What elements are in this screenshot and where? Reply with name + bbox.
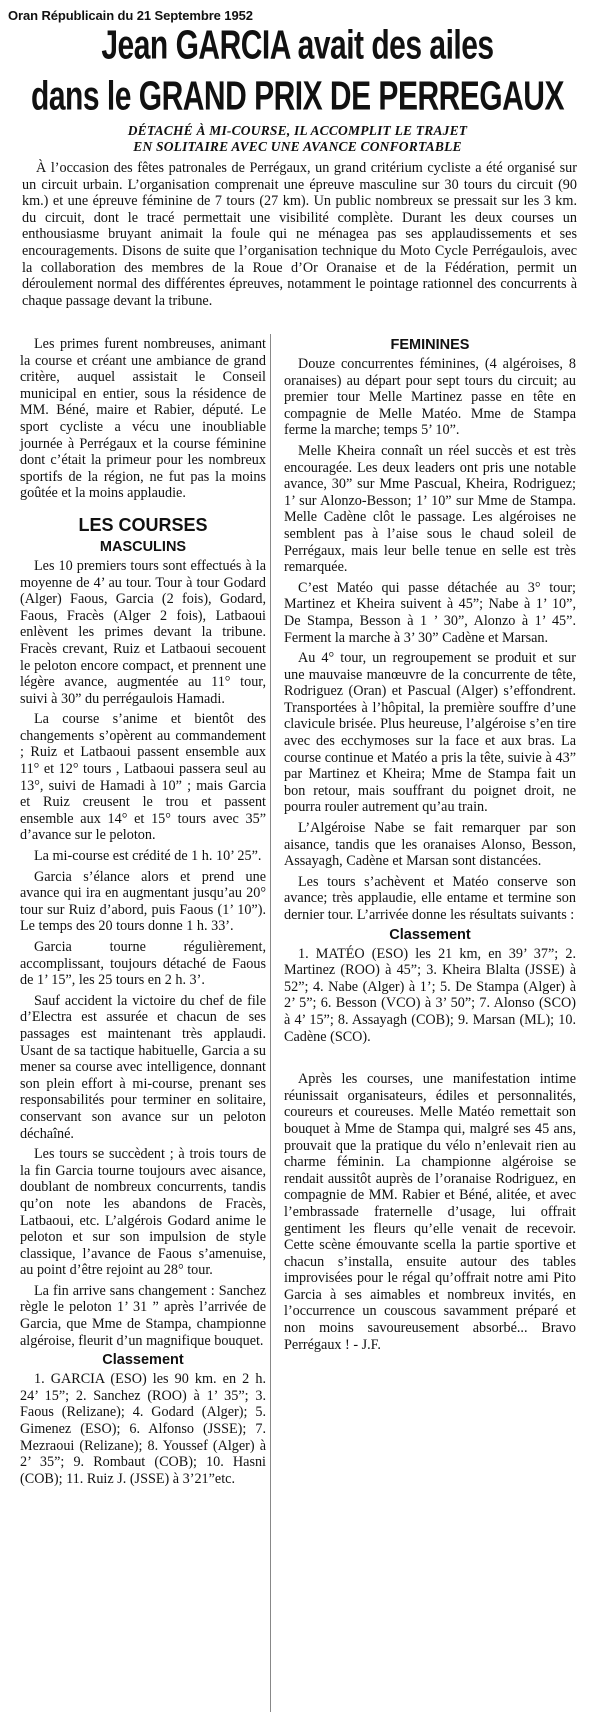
women-paragraph-2: Melle Kheira connaît un réel succès et est très encouragée. Les deux leaders ont pris une notable avance, 30” sur Mme Pascual, Kheira, Rodriguez; 1’ sur Alonzo-Besson; 1’ 10” sur Mme de Stampa. Melle Cadène clôt le passage. Les algéroises ne semblent pas à l’aise sous le chaud soleil de Perrégaux, mais leur belle tenue en selle est très remarquée. [284, 442, 576, 576]
women-paragraph-1: Douze concurrentes féminines, (4 algéroises, 8 oranaises) au départ pour sept tours du circuit; au premier tour Melle Martinez passe en tête en compagnie de Melle Matéo. Mme de Stampa ferme la marche; temps 5’ 10”. [284, 356, 576, 439]
women-paragraph-3: C’est Matéo qui passe détachée au 3° tour; Martinez et Kheira suivent à 45”; Nabe à 1’ 10”, De Stampa, Besson à 1 ’ 30”, Alonzo à 1’ 45”. Ferment la marche à 3’ 30” Cadène et Marsan. [284, 579, 576, 646]
headline [30, 23, 565, 120]
men-results: 1. GARCIA (ESO) les 90 km. en 2 h. 24’ 15”; 2. Sanchez (ROO) à 1’ 35”; 3. Faous (Relizane); 4. Godard (Alger); 5. Gimenez (ESO); 6. Alfonso (JSSE); 7. Mezraoui (Relizane); 8. Youssef (Alger) à 2’ 35”; 9. Rombaut (COB); 10. Hasni (COB); 11. Ruiz J. (JSSE) à 3’21”etc. [20, 1371, 266, 1487]
headline-line-2: dans le GRAND PRIX DE PERREGAUX [31, 74, 564, 120]
heading-les-courses: LES COURSES [78, 514, 208, 535]
subheadline-line-1: DÉTACHÉ À MI-COURSE, IL ACCOMPLIT LE TRAJET [127, 123, 468, 138]
men-paragraph-2: La course s’anime et bientôt des changements s’opèrent au commandement ; Ruiz et Latbaoui passent ensemble aux 11° et 12° tours , Latbaoui passera seul au 13°, suivi de Hamadi à 10” ; mais Garcia et Ruiz creusent le trou et passent ensemble aux 14° et 15° tours avec 35” d’avance sur le peloton. [20, 711, 266, 844]
men-paragraph-3: La mi-course est crédité de 1 h. 10’ 25”. [34, 848, 262, 865]
heading-classement-men: Classement [102, 1352, 184, 1369]
men-paragraph-5: Garcia tourne régulièrement, accomplissant, toujours détaché de Faous de 1’ 15”, les 25 tours en 2 h. 3’. [20, 939, 266, 989]
men-paragraph-8: La fin arrive sans changement : Sanchez règle le peloton 1’ 31 ” après l’arrivée de Garcia, que Mme de Stampa, championne algéroise, fleurit d’un magnifique bouquet. [20, 1282, 266, 1349]
primes-paragraph: Les primes furent nombreuses, animant la course et créant une ambiance de grand critère, auquel assistait le Conseil municipal en entier, sous la résidence de MM. Béné, maire et Rabier, député. Le sport cycliste a vécu une inoubliable journée à Perrégaux et la course féminine dont c’était la primeur pour les nombreux sportifs de la région, ne fut pas la moins goûtée et la moins applaudie. [20, 336, 266, 502]
spacer [284, 1045, 576, 1071]
intro-paragraph: À l’occasion des fêtes patronales de Perrégaux, un grand critérium cycliste a été organisé sur un circuit urbain. L’organisation comprenait une épreuve masculine sur 30 tours du circuit (90 km.) et une épreuve féminine de 7 tours (27 km). Un public nombreux se pressait sur les 3 km. du circuit, dont le tracé permettait une visibilité complète. Durant les deux courses un enthousiasme bruyant animait la foule qui ne ménagea pas ses applaudissements et ses encouragements. Disons de suite que l’organisation technique du Moto Cycle Perrégaulois, avec la collaboration des membres de la Roue d’Or Oranaise et de la Fédération, permit un déroulement normal des différentes épreuves, notamment le pointage rationnel des concurrents à chaque passage devant la tribune. [22, 160, 577, 309]
heading-classement-women: Classement [389, 926, 471, 943]
men-paragraph-1: Les 10 premiers tours sont effectués à la moyenne de 4’ au tour. Tour à tour Godard (Alger) Faous, Garcia (2 fois), Godard, Faous, Fracès (Alger 2 fois), Latbaoui enlèvent les primes devant la tribune. Fracès crevant, Ruiz et Latbaoui secouent le peloton encore compact, et prennent une légère avance, augmentée au 11° tour, suivi à 30” du perrégaulois Hamadi. [20, 557, 266, 707]
subheadline-line-2: EN SOLITAIRE AVEC UNE AVANCE CONFORTABLE [133, 139, 462, 154]
right-column [284, 336, 576, 1353]
men-paragraph-6: Sauf accident la victoire du chef de file d’Electra est assurée et chacun de ses passages est maintenant très applaudi. Usant de sa tactique habituelle, Garcia a su mener sa course avec intelligence, donnant son plein effort à mi-course, prenant ses responsabilités pour terminer en solitaire, conservant son avance sur un peloton déchaîné. [20, 992, 266, 1142]
women-paragraph-6: Les tours s’achèvent et Matéo conserve son avance; très applaudie, elle entame et termine son dernier tour. L’arrivée donne les résultats suivants : [284, 873, 576, 923]
headline-line-1: Jean GARCIA avait des ailes [101, 23, 494, 68]
men-paragraph-4: Garcia s’élance alors et prend une avance qui ira en augmentant jusqu’au 20° tour sur Ruiz d’abord, puis Faous (1’ 10”). Le temps des 20 tours donne 1 h. 33’. [20, 868, 266, 935]
women-paragraph-5: L’Algéroise Nabe se fait remarquer par son aisance, tandis que les oranaises Alonso, Besson, Assayagh, Cadène et Marsan sont distancées. [284, 820, 576, 870]
heading-masculins: MASCULINS [99, 538, 187, 555]
subheadline [30, 123, 565, 155]
final-paragraph: Après les courses, une manifestation intime réunissait organisateurs, édiles et personnalités, coureurs et coureuses. Melle Matéo remettait son bouquet à Mme de Stampa qui, malgré ses 45 ans, prouvait que la pratique du vélo n’enlevait rien au charme féminin. La championne algéroise se rendait aussitôt auprès de l’oranaise Rodriguez, en compagnie de MM. Rabier et Béné, alitée, et avec l’embrassade fraternelle d’usage, lui offrait gentiment les fleurs qu’elle venait de recevoir. Cette scène émouvante scella la partie sportive et chacun s’installa, ensuite autour des tables improvisées pour le régal qu’offrait notre ami Pito Garcia à ses aimables et nombreux invités, en l’occurrence un couscous savamment préparé et non moins savoureusement absorbé... Bravo Perrégaux ! - J.F. [284, 1071, 576, 1353]
women-results: 1. MATÉO (ESO) les 21 km, en 39’ 37”; 2. Martinez (ROO) à 45”; 3. Kheira Blalta (JSSE) à 52”; 4. Nabe (Alger) à 1’; 5. De Stampa (Alger) à 2’ 5”; 6. Besson (VCO) à 3’ 50”; 7. Alonso (SCO) à 4’ 15”; 8. Assayagh (COB); 9. Marsan (ML); 10. Cadène (SCO). [284, 945, 576, 1045]
source-line: Oran Républicain du 21 Septembre 1952 [8, 8, 253, 23]
column-divider [270, 334, 271, 1712]
women-paragraph-4: Au 4° tour, un regroupement se produit et sur une mauvaise manœuvre de la concurrente de tête, Rodriguez (Oran) et Pascual (Alger) s’effondrent. Transportées à l’hôpital, la première souffre d’une clavicule brisée. Plus heureuse, l’algéroise s’en tire avec des ecchymoses sur la face et aux bras. La course continue et Matéo a pris la tête, suivie à 43” par Martinez et Kheira; Mme de Stampa fait un bon retour, mais souffrant du poignet droit, ne pourra rouler autrement qu’au train. [284, 650, 576, 816]
heading-feminines: FEMININES [390, 337, 470, 353]
men-paragraph-7: Les tours se succèdent ; à trois tours de la fin Garcia tourne toujours avec aisance, doublant de nombreux concurrents, tandis qu’on note les abandons de Fracès, Latbaoui, etc. L’algérois Godard anime le peloton et sur son impulsion de style classique, l’avance de Faous s’amenuise, au point d’être rejoint au 28° tour. [20, 1146, 266, 1279]
left-column [20, 336, 266, 1487]
